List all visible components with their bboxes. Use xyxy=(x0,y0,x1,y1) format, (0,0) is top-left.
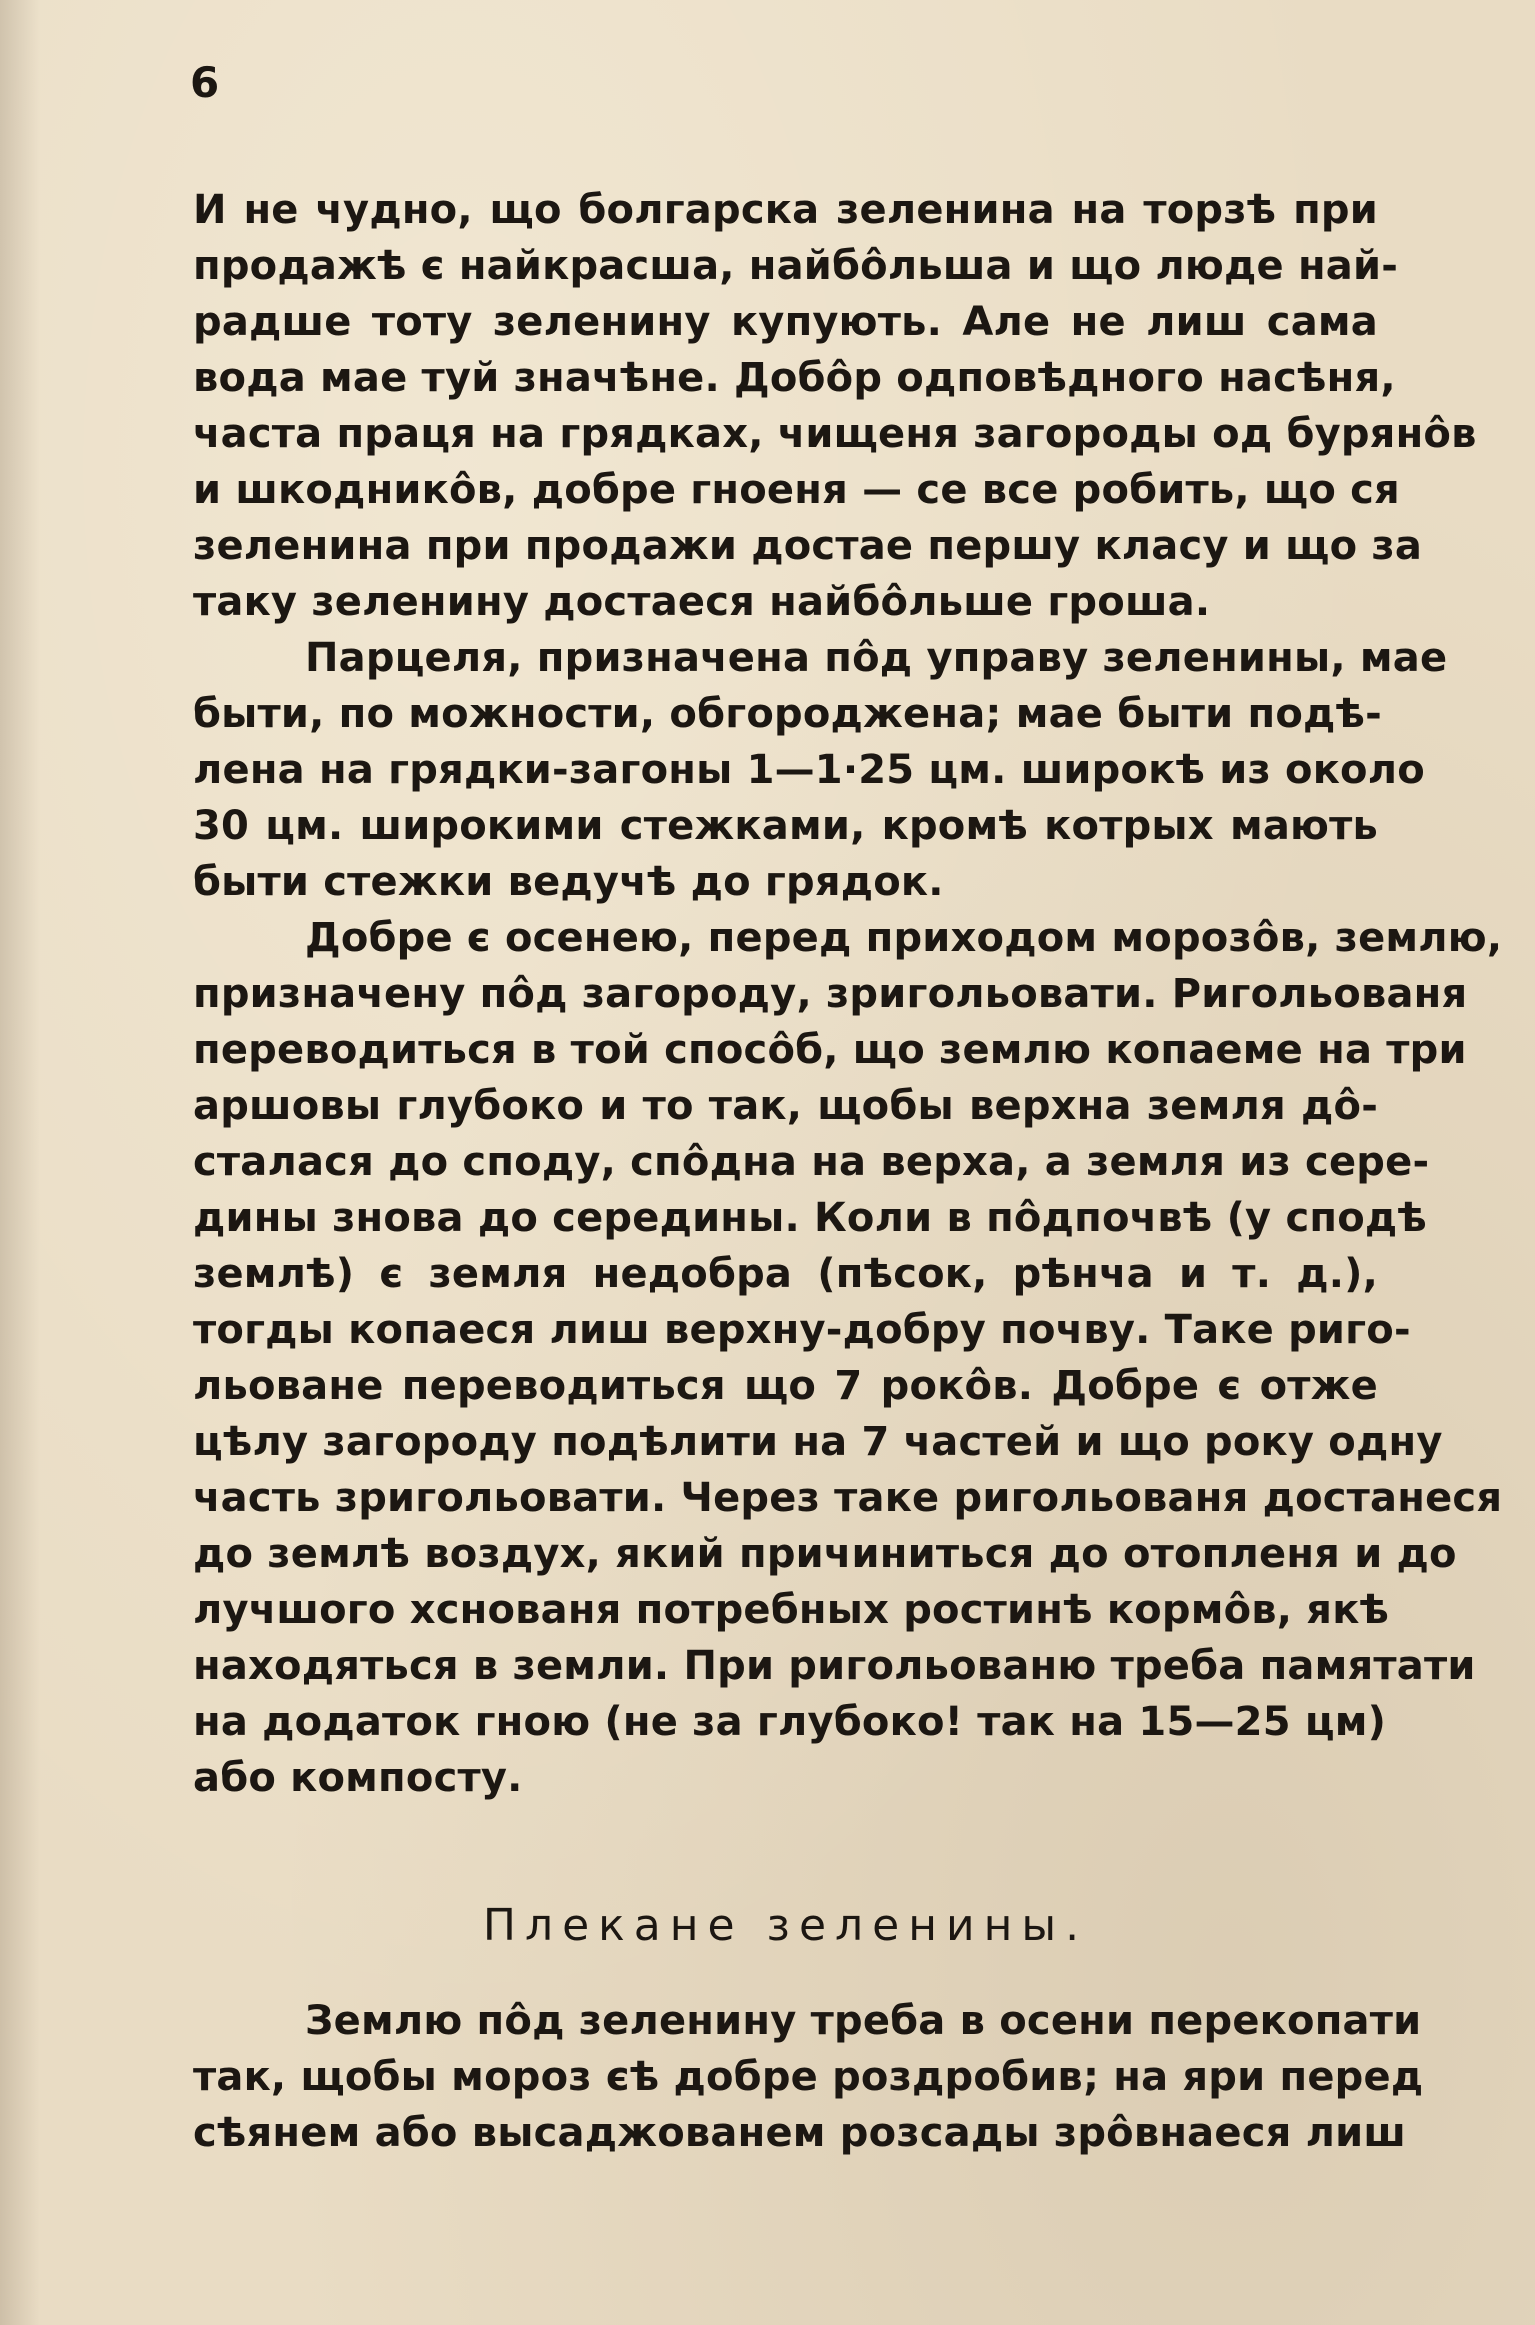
paragraph-4 xyxy=(193,1993,1424,2161)
page-number: 6 xyxy=(190,58,220,107)
text-line: сталася до споду, спôдна на верха, а земля из сере- xyxy=(193,1139,1430,1185)
paragraph-3 xyxy=(193,910,1503,1806)
text-line: и шкодникôв, добре гноеня — се все робить, що ся xyxy=(193,467,1400,513)
text-line: лена на грядки-загоны 1—1·25 цм. широкѣ из около xyxy=(193,747,1425,793)
text-line: аршовы глубоко и то так, щобы верхна земля дô- xyxy=(193,1083,1378,1129)
text-line: цѣлу загороду подѣлити на 7 частей и що року одну xyxy=(193,1419,1443,1465)
text-line: Землю пôд зеленину треба в осени перекопати xyxy=(305,1998,1422,2044)
text-line: на додаток гною (не за глубоко! так на 15—25 цм) xyxy=(193,1699,1387,1745)
text-line: часта праця на грядках, чищеня загороды од бурянôв xyxy=(193,411,1477,457)
text-line: часть зригольовати. Через таке ригольованя достанеся xyxy=(193,1475,1503,1521)
paragraph-2 xyxy=(193,630,1448,910)
text-line: зеленина при продажи достае першу класу и що за xyxy=(193,523,1423,569)
text-line: сѣянем або высаджованем розсады зрôвнаеся лиш xyxy=(193,2110,1407,2156)
text-line: быти стежки ведучѣ до грядок. xyxy=(193,859,944,905)
text-line: таку зеленину достаеся найбôльше гроша. xyxy=(193,579,1211,625)
text-line: дины знова до середины. Коли в пôдпочвѣ (у сподѣ xyxy=(193,1195,1428,1241)
text-line: тогды копаеся лиш верхну-добру почву. Таке риго- xyxy=(193,1307,1411,1353)
text-line: так, щобы мороз єѣ добре роздробив; на яри перед xyxy=(193,2054,1424,2100)
text-line: И не чудно, що болгарска зеленина на торзѣ при xyxy=(193,187,1378,233)
page-edge-shadow xyxy=(0,0,40,2325)
text-line: землѣ) є земля недобра (пѣсок, рѣнча и т. д.), xyxy=(193,1251,1378,1297)
text-line: лучшого хснованя потребных ростинѣ кормôв, якѣ xyxy=(193,1587,1390,1633)
text-line: продажѣ є найкрасша, найбôльша и що люде най- xyxy=(193,243,1399,289)
text-line: до землѣ воздух, який причиниться до отопленя и до xyxy=(193,1531,1457,1577)
paragraph-1 xyxy=(193,182,1477,630)
text-line: Добре є осенею, перед приходом морозôв, землю, xyxy=(305,915,1503,961)
text-line: або компосту. xyxy=(193,1755,523,1801)
section-heading: Плекане зеленины. xyxy=(482,1900,1089,1951)
text-line: льоване переводиться що 7 рокôв. Добре є отже xyxy=(193,1363,1378,1409)
text-line: находяться в земли. При ригольованю треба памятати xyxy=(193,1643,1476,1689)
text-line: Парцеля, призначена пôд управу зеленины, мае xyxy=(305,635,1448,681)
text-line: радше тоту зеленину купують. Але не лиш сама xyxy=(193,299,1378,345)
text-line: 30 цм. широкими стежками, кромѣ котрых мають xyxy=(193,803,1378,849)
text-line: призначену пôд загороду, зригольовати. Ригольованя xyxy=(193,971,1468,1017)
text-line: быти, по можности, обгороджена; мае быти подѣ- xyxy=(193,691,1382,737)
text-line: вода мае туй значѣне. Добôр одповѣдного насѣня, xyxy=(193,355,1396,401)
text-line: переводиться в той спосôб, що землю копаеме на три xyxy=(193,1027,1467,1073)
